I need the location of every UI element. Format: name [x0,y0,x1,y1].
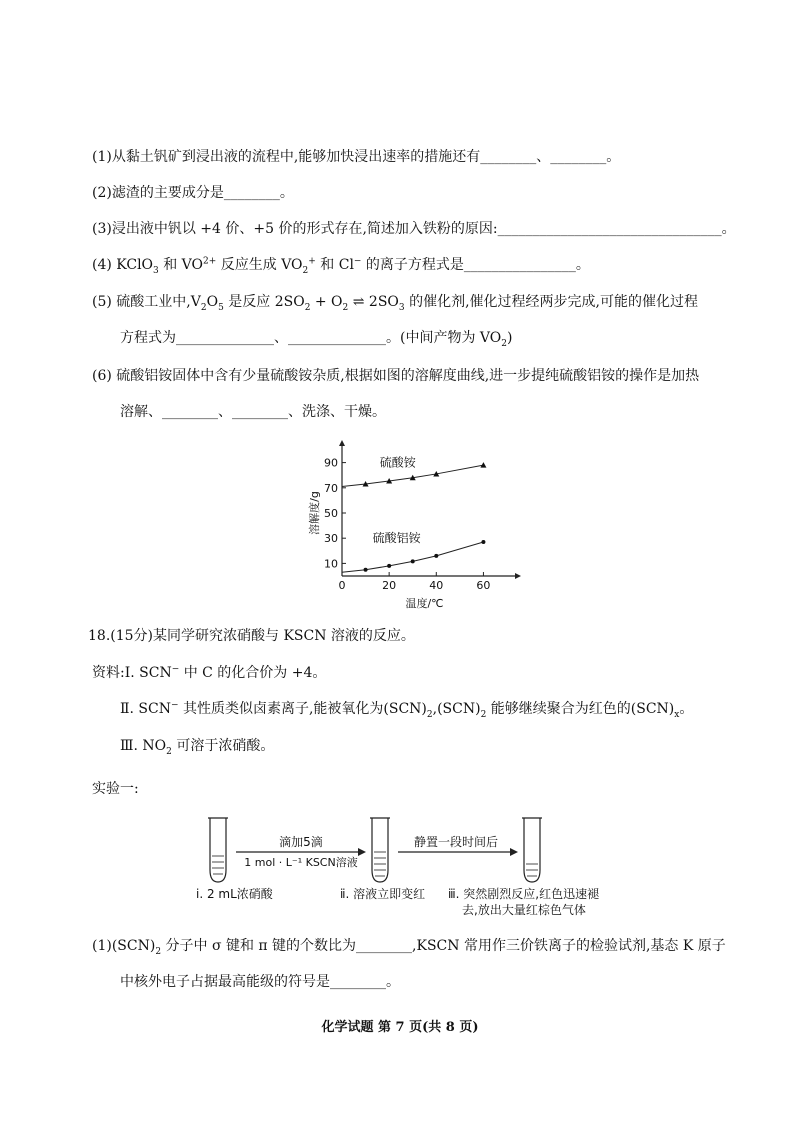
x-axis-arrow [515,573,521,579]
q18-info1: 资料:Ⅰ. SCN− 中 C 的化合价为 +4。 [92,664,327,681]
data-point-dot [364,568,368,572]
q17-part1: (1)从黏土钒矿到浸出液的流程中,能够加快浸出速率的措施还有________、________。 [92,149,621,165]
test-tube-2 [370,818,390,882]
data-point-dot [387,564,391,568]
arrowhead-1 [358,848,366,856]
data-point-dot [411,559,415,563]
tube3-caption-line2: 去,放出大量红棕色气体 [462,903,586,917]
x-tick-label: 40 [429,579,444,592]
tube1-caption: ⅰ. 2 mL浓硝酸 [196,887,273,901]
q18-heading: 18.(15分)某同学研究浓硝酸与 KSCN 溶液的反应。 [88,628,415,644]
experiment-diagram [190,810,650,920]
q18-part1-line1: $(1)(SCN)_2$ 分子中 σ 键和 π 键的个数比为________,KSCN 常用作三价铁离子的检验试剂,基态 K 原子 [92,938,726,957]
q17-part6-line1: (6) 硫酸铝铵固体中含有少量硫酸铵杂质,根据如图的溶解度曲线,进一步提纯硫酸铝铵的操作是加热 [92,368,700,384]
solubility-chart [300,440,530,615]
q17-part2: (2)滤渣的主要成分是________。 [92,185,294,201]
arrow2-top-label: 静置一段时间后 [413,835,499,849]
q18-part1-line2: 中核外电子占据最高能级的符号是________。 [120,974,400,990]
test-tube-3 [522,818,542,882]
q17-part5-line2: 方程式为______________、______________。(中间产物为 $VO_2$) [120,330,513,349]
arrow1-bottom-label: 1 mol · L⁻¹ KSCN溶液 [244,856,358,869]
data-point-triangle [480,462,486,468]
q17-part4: (4) KClO$_3$ 和 $VO^{2+}$ 反应生成 $VO_2^+$ 和 Cl− 的离子方程式是________________。 [92,256,590,276]
tube3-caption-line1: ⅲ. 突然剧烈反应,红色迅速褪 [448,887,600,901]
q18-experiment-label: 实验一: [92,781,139,797]
data-point-dot [434,554,438,558]
y-tick-label: 30 [324,532,338,546]
q18-info2: Ⅱ. SCN− 其性质类似卤素离子,能被氧化为$(SCN)_2,(SCN)_2$ 能够继续聚合为红色的$(SCN)_x$。 [120,700,694,720]
y-tick-label: 70 [324,481,338,495]
y-axis-title: 溶解度/g [308,491,321,535]
x-axis-title: 温度/℃ [405,597,444,610]
q18-info3: Ⅲ. $NO_2$ 可溶于浓硝酸。 [120,738,275,757]
page-footer: 化学试题 第 7 页(共 8 页) [321,1020,479,1035]
y-tick-label: 90 [324,456,338,470]
series-label-2: 硫酸铝铵 [372,530,421,545]
x-tick-label: 0 [338,579,346,592]
data-point-dot [481,540,485,544]
x-tick-label: 20 [382,579,397,592]
arrow1-top-label: 滴加5滴 [279,835,323,849]
q17-part5-line1: (5) 硫酸工业中$,V_2O_5$ 是反应 $2SO_2 + O_2$ ⇌ $2SO_3$ 的催化剂,催化过程经两步完成,可能的催化过程 [92,294,698,313]
y-tick-label: 50 [324,507,338,520]
arrowhead-2 [510,848,518,856]
series-label-1: 硫酸铵 [379,455,416,470]
tube2-caption: ⅱ. 溶液立即变红 [340,887,426,901]
y-tick-label: 10 [324,557,338,571]
series-line-2 [342,542,483,572]
q17-part3: (3)浸出液中钒以 +4 价、+5 价的形式存在,简述加入铁粉的原因:________________________________。 [92,221,736,237]
test-tube-1 [208,818,228,882]
x-tick-label: 60 [476,579,491,592]
q17-part6-line2: 溶解、________、________、洗涤、干燥。 [120,404,386,420]
y-axis-arrow [339,440,345,446]
